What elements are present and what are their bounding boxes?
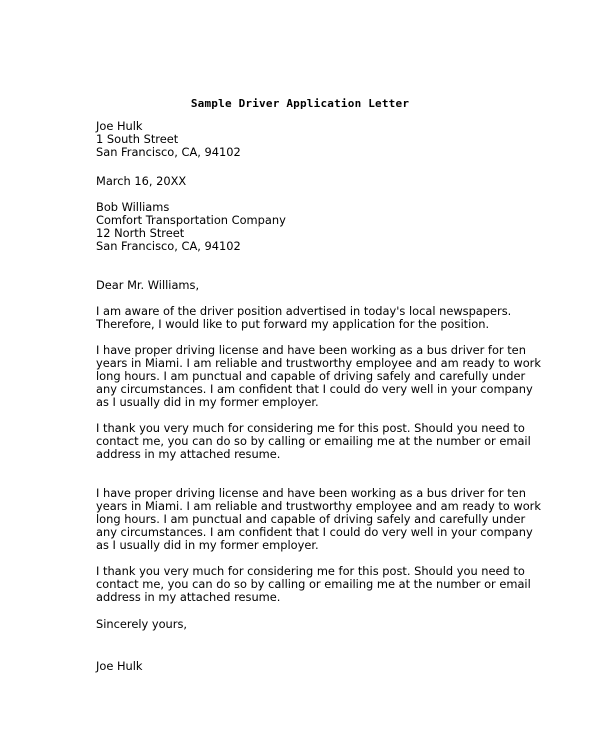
paragraph-line: as I usually did in my former employer.: [96, 538, 319, 552]
paragraph: [96, 565, 536, 604]
recipient-name: Bob Williams: [96, 200, 170, 214]
paragraph-line: long hours. I am punctual and capable of driving safely and carefully under: [96, 369, 526, 383]
paragraph-line: I am aware of the driver position advertised in today's local newspapers.: [96, 304, 512, 318]
sender-name: Joe Hulk: [96, 119, 143, 133]
signature-name: Joe Hulk: [96, 659, 143, 673]
sender-city: San Francisco, CA, 94102: [96, 145, 241, 159]
paragraph-line: any circumstances. I am confident that I could do very well in your company: [96, 382, 533, 396]
paragraph: [96, 486, 541, 552]
paragraph-line: long hours. I am punctual and capable of driving safely and carefully under: [96, 512, 526, 526]
recipient-street: 12 North Street: [96, 226, 185, 240]
sender-address: [96, 120, 536, 159]
paragraph-line: I thank you very much for considering me for this post. Should you need to: [96, 564, 525, 578]
paragraph-line: as I usually did in my former employer.: [96, 395, 319, 409]
salutation-block: [96, 279, 536, 292]
paragraph-line: Therefore, I would like to put forward my application for the position.: [96, 317, 490, 331]
recipient-address: [96, 201, 536, 253]
paragraph-line: I thank you very much for considering me for this post. Should you need to: [96, 421, 525, 435]
paragraph-line: years in Miami. I am reliable and trustworthy employee and am ready to work: [96, 356, 541, 370]
paragraph-line: address in my attached resume.: [96, 447, 281, 461]
recipient-city: San Francisco, CA, 94102: [96, 239, 241, 253]
paragraph: [96, 305, 536, 331]
paragraph-line: I have proper driving license and have been working as a bus driver for ten: [96, 486, 526, 500]
salutation: Dear Mr. Williams,: [96, 278, 200, 292]
document-title: Sample Driver Application Letter: [190, 97, 410, 110]
paragraph: [96, 422, 536, 461]
recipient-company: Comfort Transportation Company: [96, 213, 286, 227]
closing: Sincerely yours,: [96, 617, 188, 631]
letter-date: March 16, 20XX: [96, 174, 187, 188]
paragraph-line: contact me, you can do so by calling or emailing me at the number or email: [96, 577, 531, 591]
paragraph: [96, 343, 541, 409]
paragraph-line: address in my attached resume.: [96, 590, 281, 604]
paragraph-line: any circumstances. I am confident that I could do very well in your company: [96, 525, 533, 539]
paragraph-line: years in Miami. I am reliable and trustworthy employee and am ready to work: [96, 499, 541, 513]
paragraph-line: contact me, you can do so by calling or emailing me at the number or email: [96, 434, 531, 448]
letter-body: [96, 119, 541, 673]
sender-street: 1 South Street: [96, 132, 179, 146]
paragraph-line: I have proper driving license and have been working as a bus driver for ten: [96, 343, 526, 357]
signature-block: [96, 660, 536, 673]
closing-block: [96, 618, 536, 631]
letter-date-block: [96, 175, 536, 188]
